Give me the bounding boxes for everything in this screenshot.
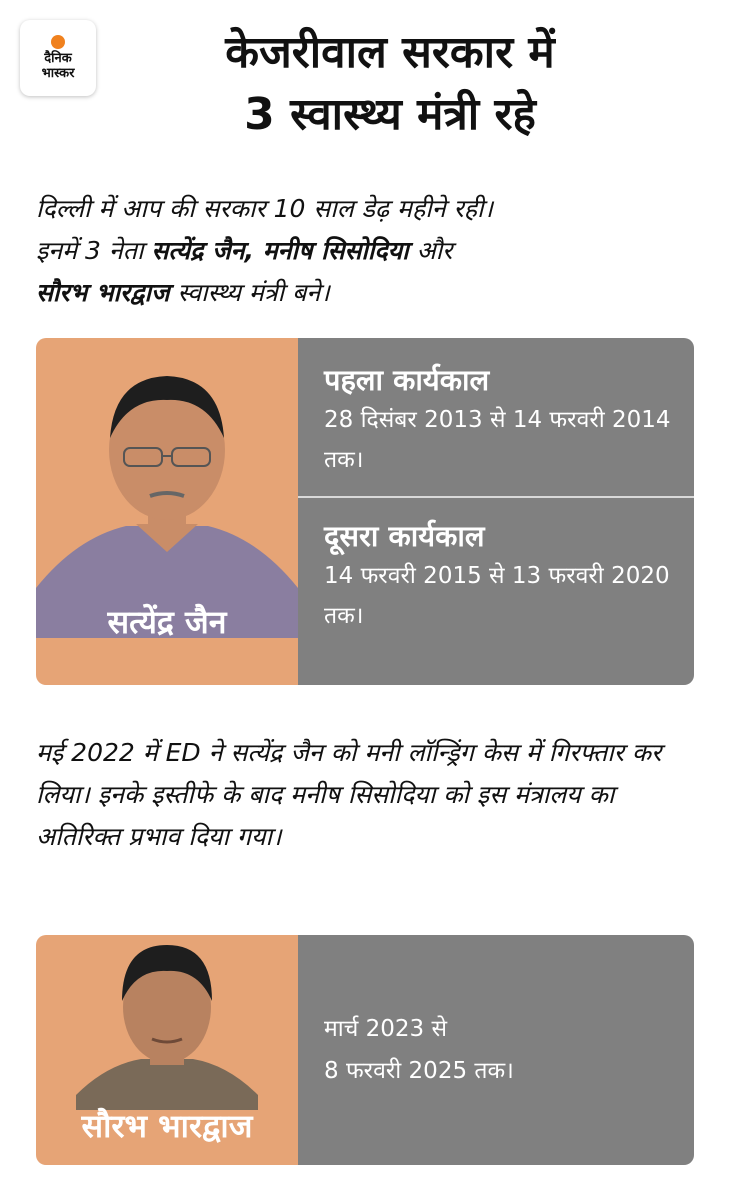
intro-line-3-name: सौरभ भारद्वाज (36, 278, 170, 307)
saurabh-bhardwaj-card (36, 935, 694, 1165)
intro-line-2c: और (408, 236, 453, 265)
intro-line-2a: इनमें 3 नेता (36, 236, 152, 265)
second-term (298, 498, 694, 636)
intro-line-3b: स्वास्थ्य मंत्री बने। (169, 278, 330, 307)
saurabh-bhardwaj-name: सौरभ भारद्वाज (81, 1107, 253, 1145)
intro-paragraph (36, 188, 696, 314)
logo-line-1: दैनिक (44, 51, 72, 66)
satyendra-jain-card (36, 338, 694, 685)
term-line-1: मार्च 2023 से (324, 1016, 448, 1042)
intro-line-3 (36, 272, 696, 314)
intro-line-2-names: सत्येंद्र जैन, मनीष सिसोदिया (151, 236, 409, 265)
sun-icon (51, 35, 65, 49)
portrait-icon (36, 935, 298, 1110)
first-term-dates: 28 दिसंबर 2013 से 14 फरवरी 2014 तक। (324, 407, 671, 473)
portrait-icon (36, 338, 298, 638)
satyendra-jain-photo (36, 338, 298, 685)
second-term-title: दूसरा कार्यकाल (324, 519, 485, 553)
headline-line-2: 3 स्वास्थ्य मंत्री रहे (244, 89, 536, 140)
satyendra-jain-terms (298, 338, 694, 685)
saurabh-bhardwaj-photo (36, 935, 298, 1165)
second-term-dates: 14 फरवरी 2015 से 13 फरवरी 2020 तक। (324, 563, 670, 629)
dainik-bhaskar-logo (20, 20, 96, 96)
intro-line-2 (36, 230, 696, 272)
saurabh-bhardwaj-term-dates (298, 1008, 514, 1092)
first-term-title: पहला कार्यकाल (324, 363, 490, 397)
saurabh-bhardwaj-term (298, 935, 694, 1165)
first-term (298, 338, 694, 480)
intro-line-1: दिल्ली में आप की सरकार 10 साल डेढ़ महीने रही। (36, 194, 493, 223)
satyendra-jain-name: सत्येंद्र जैन (107, 603, 227, 641)
logo-line-2: भास्कर (41, 66, 75, 81)
headline-line-1: केजरीवाल सरकार में (225, 27, 555, 78)
middle-paragraph: मई 2022 में ED ने सत्येंद्र जैन को मनी लॉन्ड्रिंग केस में गिरफ्तार कर लिया। इनके इस्तीफे के बाद मनीष सिसोदिया को इस मंत्रालय का अतिरिक्त प्रभाव दिया गया। (36, 738, 662, 851)
term-line-2: 8 फरवरी 2025 तक। (324, 1058, 514, 1084)
headline (110, 22, 670, 146)
